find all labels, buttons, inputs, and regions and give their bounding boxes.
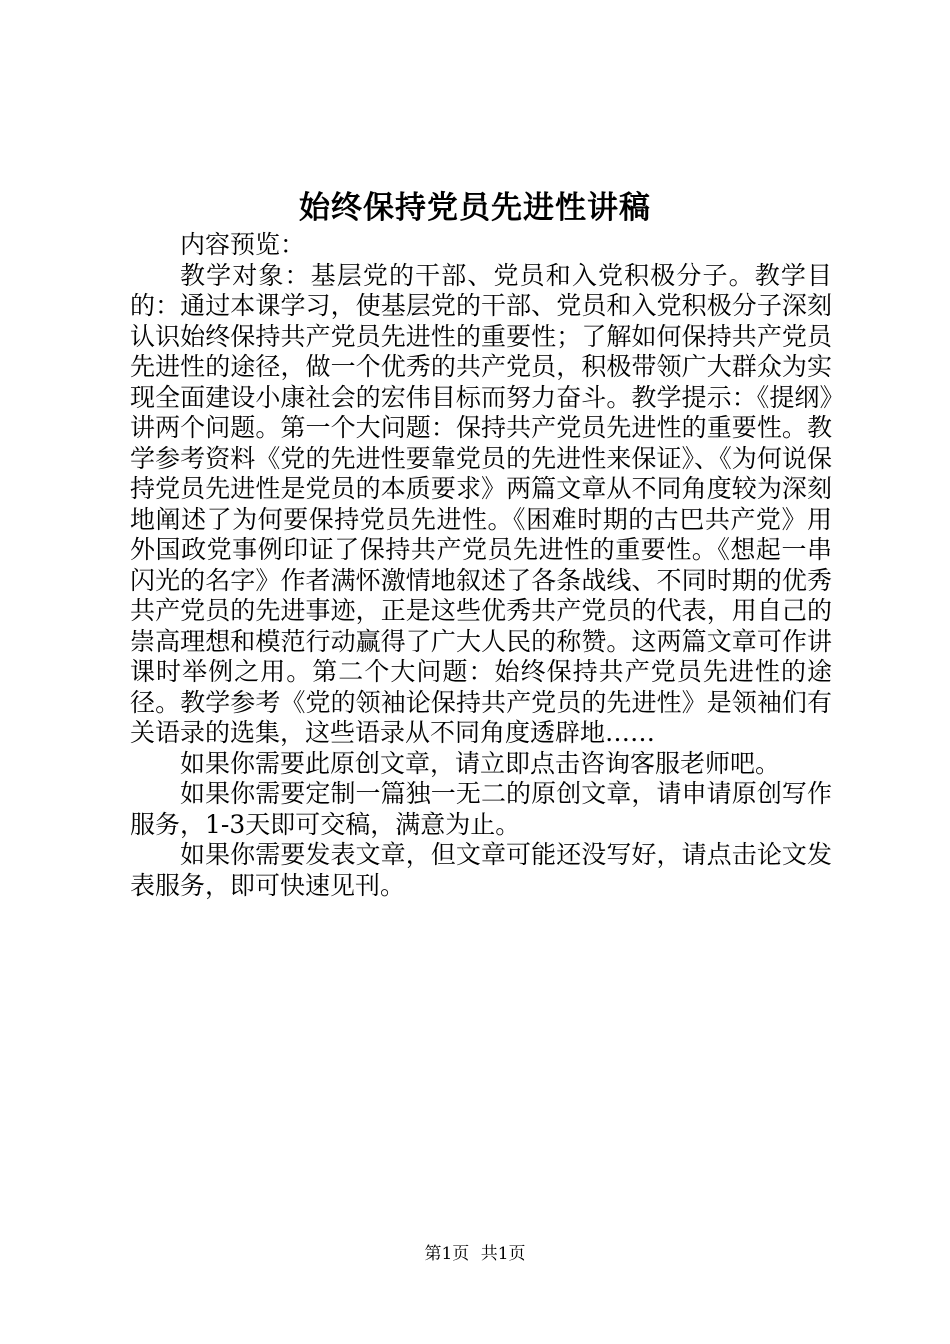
page-footer — [0, 1242, 950, 1266]
document-title: 始终保持党员先进性讲稿 — [299, 190, 651, 226]
document-body — [130, 230, 832, 901]
page-total: 共1页 — [480, 1244, 526, 1264]
content-paragraph: 教学对象：基层党的干部、党员和入党积极分子。教学目的：通过本课学习，使基层党的干部、党员和入党积极分子深刻认识始终保持共产党员先进性的重要性；了解如何保持共产党员先进性的途径，做一个优秀的共产党员，积极带领广大群众为实现全面建设小康社会的宏伟目标而努力奋斗。教学提示：《提纲》讲两个问题。第一个大问题：保持共产党员先进性的重要性。教学参考资料《党的先进性要靠党员的先进性来保证》、《为何说保持党员先进性是党员的本质要求》两篇文章从不同角度较为深刻地阐述了为何要保持党员先进性。《困难时期的古巴共产党》用外国政党事例印证了保持共产党员先进性的重要性。《想起一串闪光的名字》作者满怀激情地叙述了各条战线、不同时期的优秀共产党员的先进事迹，正是这些优秀共产党员的代表，用自己的崇高理想和模范行动赢得了广大人民的称赞。这两篇文章可作讲课时举例之用。第二个大问题：始终保持共产党员先进性的途径。教学参考《党的领袖论保持共产党员的先进性》是领袖们有关语录的选集，这些语录从不同角度透辟地…… — [130, 260, 832, 747]
custom-writing-paragraph: 如果你需要定制一篇独一无二的原创文章，请申请原创写作服务，1-3天即可交稿，满意为止。 — [130, 779, 832, 839]
publish-paragraph: 如果你需要发表文章，但文章可能还没写好，请点击论文发表服务，即可快速见刊。 — [130, 840, 832, 900]
consult-paragraph: 如果你需要此原创文章，请立即点击咨询客服老师吧。 — [180, 748, 781, 778]
preview-label: 内容预览： — [180, 230, 306, 259]
page-number: 第1页 — [424, 1244, 470, 1264]
